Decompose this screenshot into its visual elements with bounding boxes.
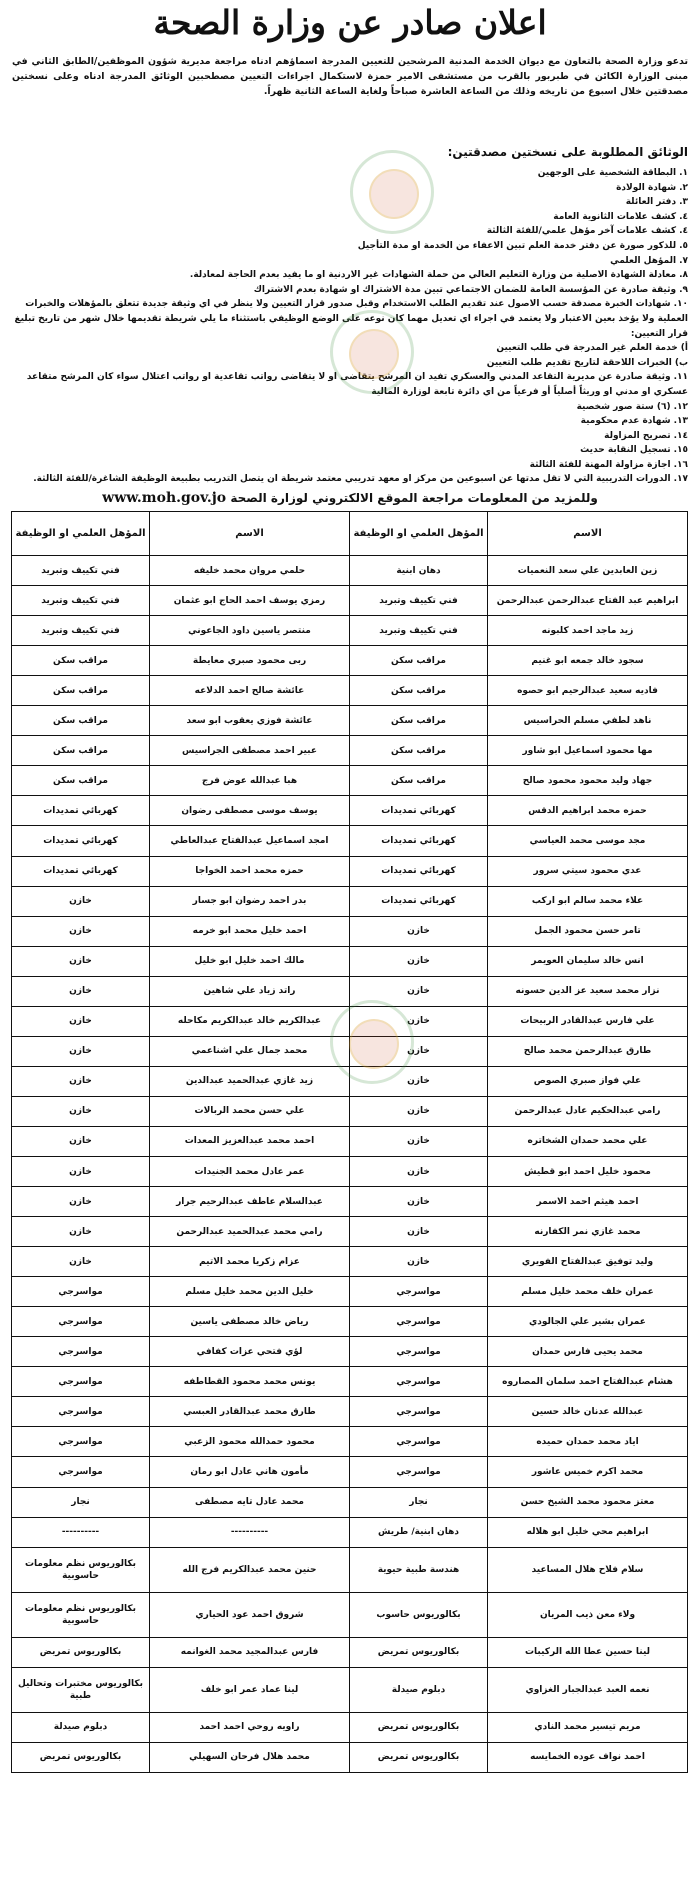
candidate-name: عزام زكريا محمد الاتيم (150, 1247, 350, 1277)
candidate-qualification: فني تكييف وتبريد (12, 616, 150, 646)
candidate-qualification: خازن (12, 1157, 150, 1187)
candidate-qualification: فني تكييف وتبريد (350, 616, 488, 646)
document-text: للذكور صورة عن دفتر خدمة العلم تبين الاعفاء من الخدمة او مدة التأجيل (357, 240, 677, 251)
candidate-name: هشام عبدالفتاح احمد سلمان المصاروه (488, 1367, 688, 1397)
candidate-qualification: بكالوريوس تمريض (350, 1712, 488, 1742)
candidate-name: شروق احمد عود الحياري (150, 1592, 350, 1637)
candidate-qualification: بكالوريوس تمريض (350, 1742, 488, 1772)
intro-paragraph: تدعو وزارة الصحة بالتعاون مع ديوان الخدمة المدنية المرشحين للتعيين المدرجة اسماؤهم ادناه مراجعة مديرية شؤون الموظفين/الطابق الثاني في مبنى الوزارة الكائن في طبربور بالقرب من مستشفى الامير حمزة لاستكمال اجراءات التعيين مصطحبين الوثائق المدرجة ادناه وعلى نسختين مصدقتين خلال اسبوع من تاريخه وذلك من الساعة العاشرة صباحاً ولغاية الساعة الثانية ظهراً. (12, 56, 688, 97)
candidate-name: خليل الدين محمد خليل مسلم (150, 1277, 350, 1307)
table-row (12, 1187, 688, 1217)
candidate-qualification: مواسرجي (12, 1367, 150, 1397)
candidate-name: ولاء معن ذيب المريان (488, 1592, 688, 1637)
table-row (12, 616, 688, 646)
header-name: الاسم (488, 512, 688, 556)
candidate-qualification: خازن (12, 886, 150, 916)
candidate-qualification: مواسرجي (350, 1307, 488, 1337)
table-row (12, 736, 688, 766)
candidate-qualification: كهربائي تمديدات (12, 796, 150, 826)
candidate-qualification: مواسرجي (12, 1307, 150, 1337)
candidate-qualification: دهان ابنية (350, 556, 488, 586)
candidate-name: زين العابدين علي سعد النعميات (488, 556, 688, 586)
table-row (12, 1397, 688, 1427)
document-number: ٩. (679, 284, 688, 295)
table-row (12, 1277, 688, 1307)
candidate-qualification: خازن (12, 1006, 150, 1036)
document-number: ١٠. (673, 299, 688, 310)
candidate-name: احمد محمد عبدالعزيز المعدات (150, 1126, 350, 1156)
documents-list (12, 166, 688, 487)
document-item (12, 472, 688, 487)
candidate-name: زيد غازي عبدالحميد عبدالدين (150, 1066, 350, 1096)
candidate-name: ابراهيم محي خليل ابو هلاله (488, 1517, 688, 1547)
table-row (12, 1592, 688, 1637)
document-number: ٤. (679, 226, 688, 237)
document-item (12, 370, 688, 399)
candidates-table (11, 511, 688, 1773)
table-row (12, 1307, 688, 1337)
candidate-qualification: دهان ابنية/ طريش (350, 1517, 488, 1547)
document-number: ب) (674, 357, 688, 368)
candidate-qualification: دبلوم صيدلة (12, 1712, 150, 1742)
table-row (12, 1457, 688, 1487)
candidate-qualification: مواسرجي (12, 1397, 150, 1427)
candidate-name: محمد اكرم خميس عاشور (488, 1457, 688, 1487)
candidate-qualification: خازن (350, 916, 488, 946)
document-text: كشف علامات آخر مؤهل علمي/للفئة الثالثة (486, 226, 677, 237)
candidate-name: فاديه سعيد عبدالرحيم ابو حصوه (488, 676, 688, 706)
candidate-name: ---------- (150, 1517, 350, 1547)
candidate-qualification: خازن (12, 1187, 150, 1217)
candidate-qualification: مراقب سكن (12, 706, 150, 736)
more-info-text: وللمزيد من المعلومات مراجعة الموقع الالكتروني لوزارة الصحة (230, 491, 598, 506)
more-info-line (12, 489, 688, 509)
document-text: شهادات الخبرة مصدقة حسب الاصول عند تقديم الطلب الاستخدام وقبل صدور قرار التعيين ولا ينظر في اي وثيقة جديدة تتعلق بالمؤهلات والخبرات العملية ولا يؤخذ بعين الاعتبار ولا يعتمد في اجراء اي تعديل مهما كان نوعه على الوضع الوظيفي باستثناء ما يلي شريطة تقديمها خلال شهر من تاريخ تبليغ قرار التعيين: (14, 299, 688, 339)
document-text: تسجيل النقابة حديث (580, 445, 671, 456)
candidate-qualification: مراقب سكن (350, 766, 488, 796)
candidate-qualification: بكالوريوس حاسوب (350, 1592, 488, 1637)
candidate-qualification: مواسرجي (350, 1427, 488, 1457)
candidate-qualification: مواسرجي (12, 1277, 150, 1307)
candidate-name: محمد هلال فرحان السهيلي (150, 1742, 350, 1772)
candidate-qualification: خازن (350, 1187, 488, 1217)
candidate-qualification: مواسرجي (350, 1367, 488, 1397)
candidate-qualification: خازن (350, 1006, 488, 1036)
candidate-qualification: ---------- (12, 1517, 150, 1547)
document-item (12, 181, 688, 196)
candidate-name: علي محمد حمدان الشخاتره (488, 1126, 688, 1156)
candidate-qualification: مراقب سكن (350, 676, 488, 706)
candidate-name: محمود حمدالله محمود الزعبي (150, 1427, 350, 1457)
header-qualification: المؤهل العلمي او الوظيفة (350, 512, 488, 556)
candidate-qualification: خازن (350, 1036, 488, 1066)
document-item (12, 414, 688, 429)
candidate-qualification: نجار (350, 1487, 488, 1517)
document-text: دفتر العائلة (625, 197, 677, 208)
table-row (12, 1367, 688, 1397)
document-number: ١٢. (673, 401, 688, 412)
document-item (12, 400, 688, 415)
candidate-qualification: كهربائي تمديدات (12, 856, 150, 886)
candidate-name: عبدالسلام عاطف عبدالرحيم جرار (150, 1187, 350, 1217)
candidate-qualification: مواسرجي (350, 1457, 488, 1487)
document-text: (٦) ستة صور شخصية (576, 401, 671, 412)
candidate-qualification: بكالوريوس تمريض (350, 1637, 488, 1667)
candidate-qualification: نجار (12, 1487, 150, 1517)
candidate-qualification: كهربائي تمديدات (350, 886, 488, 916)
candidate-qualification: خازن (12, 1036, 150, 1066)
document-text: تصريح المزاولة (604, 430, 671, 441)
candidate-qualification: مراقب سكن (350, 736, 488, 766)
document-item (12, 443, 688, 458)
document-number: ١٦. (673, 459, 688, 470)
candidate-name: عبدالكريم خالد عبدالكريم مكاحله (150, 1006, 350, 1036)
table-row (12, 676, 688, 706)
candidate-name: عمران خلف محمد خليل مسلم (488, 1277, 688, 1307)
document-item (12, 458, 688, 473)
candidate-name: اياد محمد حمدان حميده (488, 1427, 688, 1457)
candidate-qualification: خازن (350, 1066, 488, 1096)
candidate-qualification: كهربائي تمديدات (12, 826, 150, 856)
candidate-qualification: مواسرجي (12, 1457, 150, 1487)
document-text: وثيقة صادرة عن مديرية التقاعد المدني والعسكري تفيد ان المرشح يتقاضى او لا يتقاضى رواتب تقاعدية او رواتب اعتلال سواء كان المرشح متقاعد عسكري او مدني او وريثاً أصلياً أو فرعياً من اي دائرة تابعة لوزارة المالية (26, 372, 688, 397)
candidate-name: لؤي فتحي عزات كفافي (150, 1337, 350, 1367)
table-row (12, 766, 688, 796)
table-row (12, 976, 688, 1006)
document-number: ٧. (679, 255, 688, 266)
candidate-name: عمران بشير علي الجالودي (488, 1307, 688, 1337)
candidate-qualification: خازن (12, 1096, 150, 1126)
candidate-qualification: خازن (12, 1217, 150, 1247)
candidate-qualification: مراقب سكن (12, 646, 150, 676)
document-item (12, 268, 688, 283)
candidate-name: مجد موسى محمد العياسي (488, 826, 688, 856)
candidate-name: عبير احمد مصطفى الجراسيس (150, 736, 350, 766)
candidate-name: تامر حسن محمود الجمل (488, 916, 688, 946)
candidate-name: رمزي يوسف احمد الحاج ابو عثمان (150, 586, 350, 616)
candidate-qualification: هندسة طبية حيوية (350, 1547, 488, 1592)
document-text: المؤهل العلمي (610, 255, 677, 266)
document-item (12, 297, 688, 341)
candidate-name: حمزه محمد احمد الخواجا (150, 856, 350, 886)
document-item (12, 195, 688, 210)
candidate-qualification: خازن (12, 1066, 150, 1096)
candidate-name: انس خالد سليمان العويمر (488, 946, 688, 976)
table-row (12, 886, 688, 916)
candidate-qualification: خازن (350, 1157, 488, 1187)
table-row (12, 1096, 688, 1126)
candidate-qualification: بكالوريوس تمريض (12, 1742, 150, 1772)
table-row (12, 1157, 688, 1187)
candidate-name: بدر احمد رضوان ابو جسار (150, 886, 350, 916)
candidate-name: مريم تيسير محمد النادي (488, 1712, 688, 1742)
document-item (12, 166, 688, 181)
document-text: شهادة عدم محكومية (580, 416, 671, 427)
candidate-qualification: خازن (350, 1217, 488, 1247)
candidate-qualification: مواسرجي (350, 1337, 488, 1367)
candidate-name: عدي محمود سيتي سرور (488, 856, 688, 886)
candidate-qualification: بكالوريوس تمريض (12, 1637, 150, 1667)
candidate-name: منتصر ياسين داود الجاعوني (150, 616, 350, 646)
candidate-qualification: خازن (350, 946, 488, 976)
document-item (12, 429, 688, 444)
document-text: كشف علامات الثانوية العامة (553, 211, 677, 222)
candidate-name: رياض خالد مصطفى ياسين (150, 1307, 350, 1337)
candidate-name: امجد اسماعيل عبدالفتاح عبدالعاطي (150, 826, 350, 856)
candidate-qualification: دبلوم صيدلة (350, 1667, 488, 1712)
candidate-qualification: بكالوريوس نظم معلومات حاسوبية (12, 1592, 150, 1637)
candidate-qualification: خازن (350, 1096, 488, 1126)
candidate-qualification: مراقب سكن (12, 766, 150, 796)
candidate-qualification: بكالوريوس نظم معلومات حاسوبية (12, 1547, 150, 1592)
document-number: ١٥. (673, 445, 688, 456)
document-item (12, 341, 688, 356)
candidate-name: عمر عادل محمد الجنيدات (150, 1157, 350, 1187)
candidate-name: محمود خليل احمد ابو قطيش (488, 1157, 688, 1187)
page-title: اعلان صادر عن وزارة الصحة (153, 3, 547, 42)
documents-heading: الوثائق المطلوبة على نسختين مصدقتين: (447, 145, 688, 159)
table-row (12, 1066, 688, 1096)
candidate-name: ربى محمود صبري معايطة (150, 646, 350, 676)
table-row (12, 646, 688, 676)
document-text: البطاقة الشخصية على الوجهين (537, 168, 677, 178)
candidate-qualification: كهربائي تمديدات (350, 856, 488, 886)
document-item (12, 283, 688, 298)
candidate-name: مالك احمد خليل ابو خليل (150, 946, 350, 976)
table-row (12, 1247, 688, 1277)
candidate-name: زيد ماجد احمد كلبونه (488, 616, 688, 646)
document-text: شهادة الولادة (616, 182, 677, 193)
candidate-name: محمد جمال علي اشناعمي (150, 1036, 350, 1066)
table-row (12, 1667, 688, 1712)
document-text: معادلة الشهادة الاصلية من وزارة التعليم العالي من حملة الشهادات غير الاردنية او ما يفيد بعدم الحاجة لمعادلة. (189, 270, 677, 281)
table-row (12, 1126, 688, 1156)
candidate-name: محمد غازي نمر الكفارنه (488, 1217, 688, 1247)
candidate-name: حمزه محمد ابراهيم الدقس (488, 796, 688, 826)
document-number: ٨. (679, 270, 688, 281)
candidate-qualification: فني تكييف وتبريد (350, 586, 488, 616)
table-body (12, 556, 688, 1773)
table-row (12, 1547, 688, 1592)
candidate-name: عائشة فوزي يعقوب ابو سعد (150, 706, 350, 736)
candidate-name: رامي محمد عبدالحميد عبدالرحمن (150, 1217, 350, 1247)
candidate-name: عبدالله عدنان خالد حسين (488, 1397, 688, 1427)
candidate-name: علي فارس عبدالقادر الربيحات (488, 1006, 688, 1036)
document-number: ١٧. (673, 474, 688, 485)
candidate-name: نعمه العبد عبدالجبار الغزاوي (488, 1667, 688, 1712)
candidate-name: محمد عادل تايه مصطفى (150, 1487, 350, 1517)
candidate-name: راويه روحي احمد احمد (150, 1712, 350, 1742)
table-row (12, 706, 688, 736)
candidate-name: عائشة صالح احمد الدلاعه (150, 676, 350, 706)
candidate-name: طارق محمد عبدالقادر العبسي (150, 1397, 350, 1427)
candidate-name: وليد توفيق عبدالفتاح الفويري (488, 1247, 688, 1277)
candidate-qualification: كهربائي تمديدات (350, 826, 488, 856)
candidate-qualification: خازن (12, 976, 150, 1006)
table-row (12, 1036, 688, 1066)
candidate-qualification: مراقب سكن (350, 646, 488, 676)
candidate-qualification: خازن (12, 1247, 150, 1277)
candidate-name: جهاد وليد محمود محمود صالح (488, 766, 688, 796)
candidate-name: علي فواز صبري الصوص (488, 1066, 688, 1096)
candidate-name: مأمون هاني عادل ابو رمان (150, 1457, 350, 1487)
candidate-name: هبا عبدالله عوض فرج (150, 766, 350, 796)
candidate-qualification: مواسرجي (12, 1337, 150, 1367)
table-row (12, 1712, 688, 1742)
header-qualification: المؤهل العلمي او الوظيفة (12, 512, 150, 556)
candidate-qualification: مراقب سكن (350, 706, 488, 736)
header-name: الاسم (150, 512, 350, 556)
table-row (12, 586, 688, 616)
document-number: ٥. (679, 240, 688, 251)
candidate-name: راتد زياد علي شاهين (150, 976, 350, 1006)
website-link[interactable]: www.moh.gov.jo (102, 490, 227, 507)
table-header-row (12, 512, 688, 556)
table-row (12, 826, 688, 856)
document-text: الخبرات اللاحقة لتاريخ تقديم طلب التعيين (486, 357, 672, 368)
candidate-name: احمد هيثم احمد الاسمر (488, 1187, 688, 1217)
document-item (12, 224, 688, 239)
document-text: وثيقة صادرة عن المؤسسة العامة للضمان الاجتماعي تبين مدة الاشتراك او شهادة بعدم الاشتراك (253, 284, 677, 295)
table-row (12, 1742, 688, 1772)
candidate-qualification: فني تكييف وتبريد (12, 586, 150, 616)
table-row (12, 946, 688, 976)
document-number: ١. (679, 168, 688, 178)
candidate-name: ابراهيم عبد الفتاح عبدالرحمن عبدالرحمن (488, 586, 688, 616)
candidate-qualification: خازن (350, 1247, 488, 1277)
candidate-name: فارس عبدالمجيد محمد الغوانمه (150, 1637, 350, 1667)
table-row (12, 1337, 688, 1367)
table-row (12, 1637, 688, 1667)
table-row (12, 1427, 688, 1457)
document-item (12, 239, 688, 254)
candidate-name: سلام فلاح هلال المساعيد (488, 1547, 688, 1592)
table-row (12, 1006, 688, 1036)
candidate-name: محمد يحيى فارس حمدان (488, 1337, 688, 1367)
candidate-qualification: كهربائي تمديدات (350, 796, 488, 826)
document-text: اجازة مزاولة المهنة للفئة الثالثة (529, 459, 671, 470)
candidate-qualification: فني تكييف وتبريد (12, 556, 150, 586)
candidate-qualification: مواسرجي (350, 1277, 488, 1307)
document-text: الدورات التدريبية التي لا تقل مدتها عن اسبوعين من مركز او معهد تدريبي معتمد شريطة ان يتصل التدريب بطبيعة الوظيفة الشاغرة/للفئة الثالثة. (33, 474, 671, 485)
candidate-qualification: مواسرجي (12, 1427, 150, 1457)
document-number: ٤. (679, 211, 688, 222)
candidate-name: يوسف موسى مصطفى رضوان (150, 796, 350, 826)
table-row (12, 556, 688, 586)
table-row (12, 1217, 688, 1247)
candidate-name: علي حسن محمد الربالات (150, 1096, 350, 1126)
candidate-name: سجود خالد جمعه ابو غنيم (488, 646, 688, 676)
document-item (12, 210, 688, 225)
candidate-qualification: خازن (350, 976, 488, 1006)
candidate-qualification: مراقب سكن (12, 676, 150, 706)
candidate-name: حلمي مروان محمد خليفه (150, 556, 350, 586)
candidate-name: احمد خليل محمد ابو خرمه (150, 916, 350, 946)
candidate-name: طارق عبدالرحمن محمد صالح (488, 1036, 688, 1066)
candidate-name: ناهد لطفي مسلم الحراسيس (488, 706, 688, 736)
candidate-qualification: خازن (12, 916, 150, 946)
table-row (12, 856, 688, 886)
candidate-name: علاء محمد سالم ابو اركب (488, 886, 688, 916)
document-number: ١٣. (673, 416, 688, 427)
document-number: ١١. (673, 372, 688, 383)
candidate-qualification: مراقب سكن (12, 736, 150, 766)
candidate-qualification: خازن (12, 946, 150, 976)
table-row (12, 1487, 688, 1517)
document-item (12, 254, 688, 269)
candidate-qualification: خازن (12, 1126, 150, 1156)
table-row (12, 916, 688, 946)
table-row (12, 1517, 688, 1547)
table-row (12, 796, 688, 826)
candidate-name: معتز محمود محمد الشيخ حسن (488, 1487, 688, 1517)
candidate-qualification: مواسرجي (350, 1397, 488, 1427)
candidate-name: لينا حسين عطا الله الركيبات (488, 1637, 688, 1667)
candidate-qualification: بكالوريوس مختبرات وتحاليل طبية (12, 1667, 150, 1712)
document-number: ٢. (679, 182, 688, 193)
candidate-name: مها محمود اسماعيل ابو شاور (488, 736, 688, 766)
document-number: أ) (680, 343, 688, 354)
candidate-name: حنين محمد عبدالكريم فرج الله (150, 1547, 350, 1592)
candidate-name: رامي عبدالحكيم عادل عبدالرحمن (488, 1096, 688, 1126)
candidate-qualification: خازن (350, 1126, 488, 1156)
candidate-name: يونس محمد محمود القطاطفه (150, 1367, 350, 1397)
document-number: ٣. (679, 197, 688, 208)
candidate-name: نزار محمد سعيد عز الدين حسونه (488, 976, 688, 1006)
document-text: خدمة العلم غير المدرجة في طلب التعيين (496, 343, 678, 354)
candidate-name: لينا عماد عمر ابو خلف (150, 1667, 350, 1712)
candidate-name: احمد نواف عوده الخمايسه (488, 1742, 688, 1772)
document-number: ١٤. (673, 430, 688, 441)
document-item (12, 356, 688, 371)
